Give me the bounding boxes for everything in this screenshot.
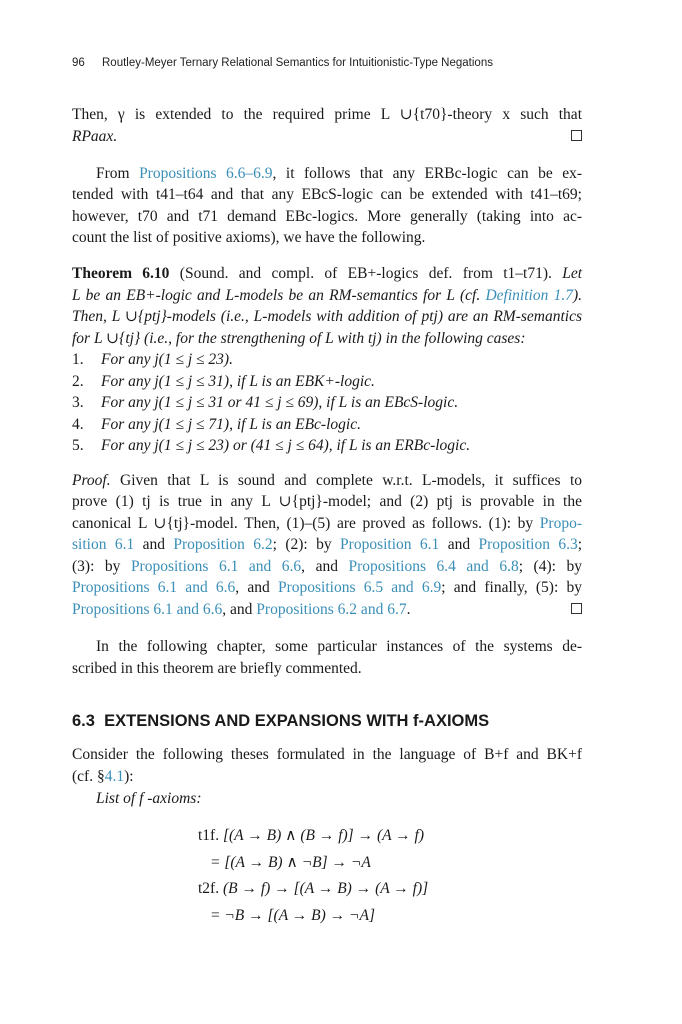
link-propositions-6-4-6-8[interactable]: Propositions 6.4 and 6.8 bbox=[348, 558, 519, 575]
para2-line3: however, t70 and t71 demand EBc-logics. More generally (taking into ac- bbox=[72, 208, 582, 225]
proof-line1 bbox=[72, 470, 582, 492]
proof-l1: Given that L is sound and complete w.r.t. L-models, it suffices to bbox=[120, 472, 583, 489]
axiom-t2f bbox=[198, 880, 428, 898]
axiom-formula: [(A → B) ∧ (B → f)] → (A → f) bbox=[222, 827, 425, 844]
link-propositions-6-1-6-6[interactable]: Propositions 6.1 and 6.6 bbox=[130, 558, 302, 575]
section-heading bbox=[72, 712, 489, 731]
para2-from: From bbox=[96, 165, 140, 182]
theorem-line1 bbox=[72, 263, 582, 285]
proof-label: Proof. bbox=[72, 472, 111, 489]
axiom-label: t2f. bbox=[198, 880, 220, 897]
proof-line7 bbox=[72, 599, 582, 621]
link-propositions-6-2-6-7[interactable]: Propositions 6.2 and 6.7 bbox=[256, 601, 407, 618]
para2-line1 bbox=[72, 163, 582, 185]
item-text: For any j(1 ≤ j ≤ 31 or 41 ≤ j ≤ 69), if L is an EBcS-logic. bbox=[101, 394, 459, 411]
para2-line4: count the list of positive axioms), we have the following. bbox=[72, 229, 426, 246]
para4-l2b: ): bbox=[124, 768, 134, 785]
proof-l7b: , and bbox=[222, 601, 257, 618]
link-propositions-6-1-6-6[interactable]: Propositions 6.1 and 6.6 bbox=[72, 579, 236, 596]
axiom-list-heading: List of f -axioms: bbox=[96, 790, 202, 807]
proof-l5c: ; (4): by bbox=[518, 558, 582, 575]
para2-rest1: , it follows that any ERBc-logic can be ex- bbox=[272, 165, 583, 182]
link-propositions-6-6-6-9[interactable]: Propositions 6.6–6.9 bbox=[139, 165, 273, 182]
proof-and: and bbox=[439, 536, 479, 553]
item-number: 2. bbox=[72, 373, 84, 390]
running-title: Routley-Meyer Ternary Relational Semantics for Intuitionistic-Type Negations bbox=[102, 57, 493, 69]
running-header bbox=[72, 57, 493, 69]
axiom-t1f bbox=[198, 826, 424, 845]
theorem-l1-tail: Let bbox=[562, 265, 583, 282]
proof-l7c: . bbox=[406, 601, 411, 618]
proof-line5 bbox=[72, 556, 582, 578]
qed-box-2 bbox=[571, 603, 582, 614]
axiom-label: t1f. bbox=[198, 827, 220, 844]
axiom-t2f-equiv: = ¬B → [(A → B) → ¬A] bbox=[210, 907, 375, 924]
link-proposition-6-3[interactable]: Proposition 6.3 bbox=[478, 536, 578, 553]
theorem-label: Theorem 6.10 bbox=[72, 265, 170, 282]
item-number: 3. bbox=[72, 394, 84, 411]
para1-line2: RPaax. bbox=[72, 128, 118, 145]
axiom-formula: (B → f) → [(A → B) → (A → f)] bbox=[222, 880, 429, 897]
proof-l5a: (3): by bbox=[72, 558, 131, 575]
theorem-item bbox=[72, 392, 458, 414]
item-number: 1. bbox=[72, 351, 84, 368]
para4-l2a: (cf. § bbox=[72, 768, 105, 785]
theorem-l2a: L be an EB+-logic and L-models be an RM-semantics for L (cf. bbox=[72, 287, 486, 304]
para2-line2: tended with t41–t64 and that any EBcS-logic can be extended with t41–t69; bbox=[72, 186, 582, 203]
link-definition-1-7[interactable]: Definition 1.7 bbox=[485, 287, 573, 304]
para3-line1: In the following chapter, some particular instances of the systems de- bbox=[96, 638, 582, 655]
link-proposition-6-1[interactable]: Propo- bbox=[539, 515, 582, 532]
proof-line6 bbox=[72, 577, 582, 599]
item-number: 4. bbox=[72, 416, 84, 433]
theorem-line4: for L ∪{tj} (i.e., for the strengthening of L with tj) in the following cases: bbox=[72, 330, 526, 347]
link-propositions-6-5-6-9[interactable]: Propositions 6.5 and 6.9 bbox=[277, 579, 442, 596]
item-text: For any j(1 ≤ j ≤ 71), if L is an EBc-logic. bbox=[101, 416, 361, 433]
link-proposition-6-1[interactable]: Proposition 6.1 bbox=[340, 536, 440, 553]
proof-l3a: canonical L ∪{tj}-model. Then, (1)–(5) are proved as follows. (1): by bbox=[72, 515, 540, 532]
axiom-t1f-equiv: = [(A → B) ∧ ¬B] → ¬A bbox=[210, 854, 371, 871]
proof-l4b: ; (2): by bbox=[272, 536, 341, 553]
theorem-line2 bbox=[72, 285, 582, 307]
section-title: EXTENSIONS AND EXPANSIONS WITH f-AXIOMS bbox=[104, 712, 490, 730]
link-proposition-6-1-cont[interactable]: sition 6.1 bbox=[72, 536, 135, 553]
section-number: 6.3 bbox=[72, 712, 95, 730]
para4-line1: Consider the following theses formulated in the language of B+f and BK+f bbox=[72, 746, 582, 763]
page-number: 96 bbox=[72, 57, 85, 69]
proof-l6c: ; and finally, (5): by bbox=[441, 579, 582, 596]
para4-line2 bbox=[72, 766, 582, 788]
proof-l5b: , and bbox=[301, 558, 349, 575]
theorem-item bbox=[72, 371, 375, 393]
link-propositions-6-1-6-6[interactable]: Propositions 6.1 and 6.6 bbox=[72, 601, 223, 618]
proof-line4 bbox=[72, 534, 582, 556]
proof-line2: prove (1) tj is true in any L ∪{ptj}-model; and (2) ptj is provable in the bbox=[72, 493, 582, 510]
item-text: For any j(1 ≤ j ≤ 23). bbox=[101, 351, 233, 368]
theorem-l2b: ). bbox=[572, 287, 582, 304]
link-proposition-6-2[interactable]: Proposition 6.2 bbox=[173, 536, 273, 553]
para1-line1: Then, γ is extended to the required prime L ∪{t70}-theory x such that bbox=[72, 106, 582, 123]
proof-l6b: , and bbox=[235, 579, 278, 596]
item-text: For any j(1 ≤ j ≤ 23) or (41 ≤ j ≤ 64), if L is an ERBc-logic. bbox=[101, 437, 471, 454]
para3-line2: scribed in this theorem are briefly commented. bbox=[72, 660, 362, 677]
item-text: For any j(1 ≤ j ≤ 31), if L is an EBK+-logic. bbox=[101, 373, 375, 390]
theorem-item bbox=[72, 435, 470, 457]
link-section-4-1[interactable]: 4.1 bbox=[104, 768, 125, 785]
qed-box-1 bbox=[571, 130, 582, 141]
proof-line3 bbox=[72, 513, 582, 535]
proof-and: and bbox=[134, 536, 174, 553]
theorem-title: (Sound. and compl. of EB+-logics def. from t1–t71). bbox=[179, 265, 552, 282]
theorem-item bbox=[72, 414, 361, 436]
item-number: 5. bbox=[72, 437, 84, 454]
theorem-line3: Then, L ∪{ptj}-models (i.e., L-models with addition of ptj) are an RM-semantics bbox=[72, 308, 582, 325]
proof-l4c: ; bbox=[577, 536, 583, 553]
theorem-item bbox=[72, 349, 233, 371]
